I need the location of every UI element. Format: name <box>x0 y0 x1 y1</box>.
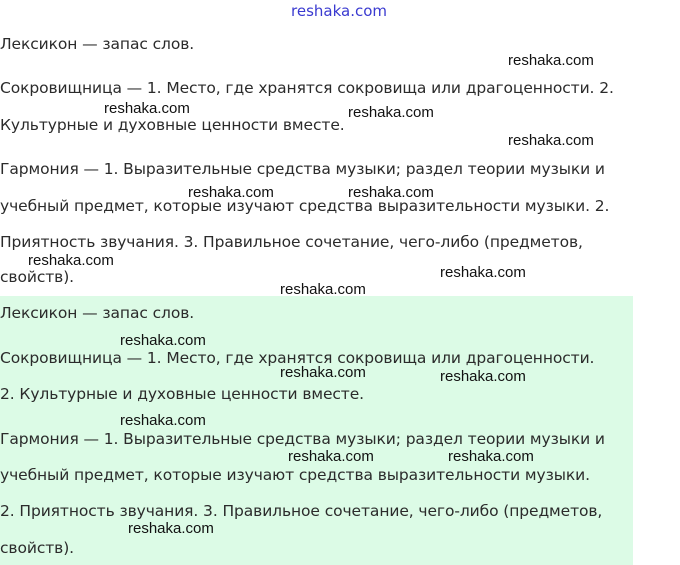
watermark: reshaka.com <box>508 132 594 149</box>
text-line: Лексикон — запас слов. <box>0 35 195 53</box>
highlighted-text-line: Лексикон — запас слов. <box>0 304 195 322</box>
watermark: reshaka.com <box>440 264 526 281</box>
site-link[interactable]: reshaka.com <box>291 2 387 20</box>
highlighted-text-line: учебный предмет, которые изучают средства выразительности музыки. <box>0 466 590 484</box>
watermark: reshaka.com <box>120 412 206 429</box>
text-line: Сокровищница — 1. Место, где хранятся сокровища или драгоценности. 2. <box>0 79 614 97</box>
text-line: учебный предмет, которые изучают средства выразительности музыки. 2. <box>0 197 610 215</box>
watermark: reshaka.com <box>348 184 434 201</box>
watermark: reshaka.com <box>128 520 214 537</box>
highlighted-text-line: свойств). <box>0 539 74 557</box>
watermark: reshaka.com <box>448 448 534 465</box>
highlighted-text-line: 2. Приятность звучания. 3. Правильное сочетание, чего-либо (предметов, <box>0 502 603 520</box>
text-line: Гармония — 1. Выразительные средства музыки; раздел теории музыки и <box>0 160 605 178</box>
text-line: Приятность звучания. 3. Правильное сочетание, чего-либо (предметов, <box>0 233 583 251</box>
watermark: reshaka.com <box>104 100 190 117</box>
text-line: свойств). <box>0 268 74 286</box>
watermark: reshaka.com <box>188 184 274 201</box>
watermark: reshaka.com <box>120 332 206 349</box>
highlighted-text-line: Сокровищница — 1. Место, где хранятся сокровища или драгоценности. <box>0 349 595 367</box>
highlighted-text-line: 2. Культурные и духовные ценности вместе. <box>0 385 364 403</box>
watermark: reshaka.com <box>288 448 374 465</box>
highlighted-text-line: Гармония — 1. Выразительные средства музыки; раздел теории музыки и <box>0 430 605 448</box>
watermark: reshaka.com <box>440 368 526 385</box>
watermark: reshaka.com <box>28 252 114 269</box>
text-line: Культурные и духовные ценности вместе. <box>0 116 345 134</box>
watermark: reshaka.com <box>348 104 434 121</box>
watermark: reshaka.com <box>280 364 366 381</box>
watermark: reshaka.com <box>508 52 594 69</box>
watermark: reshaka.com <box>280 281 366 298</box>
